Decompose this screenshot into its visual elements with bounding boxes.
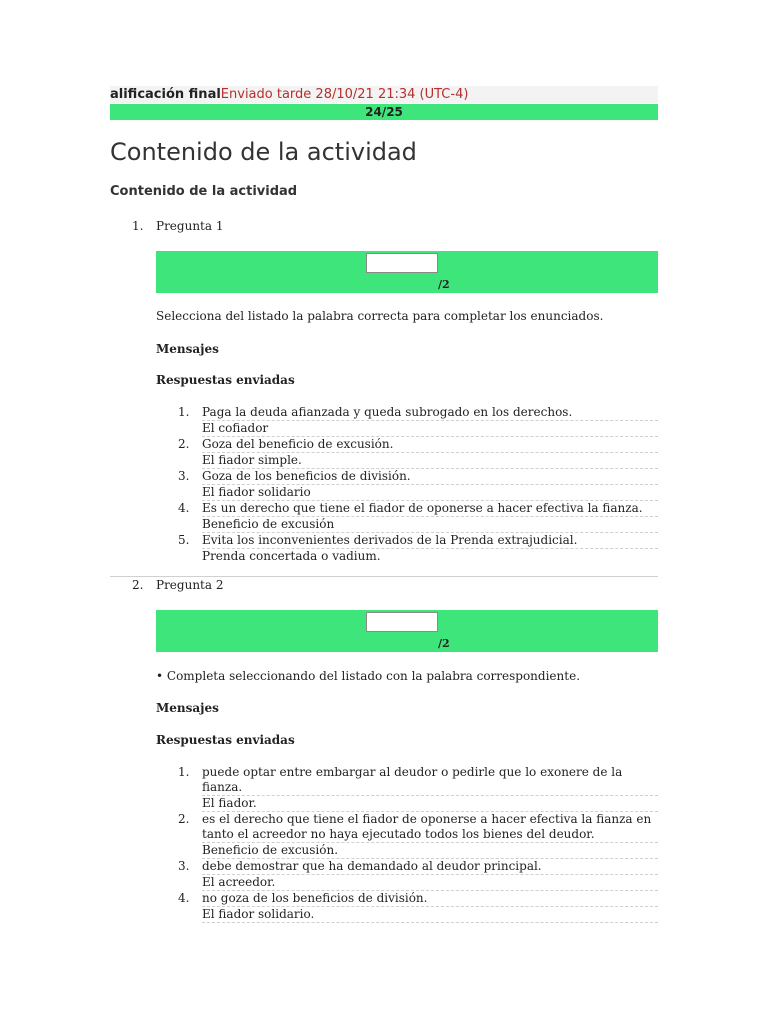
- question-number: 2.: [132, 578, 144, 592]
- answer-response: El fiador simple.: [202, 453, 658, 469]
- answers-label: Respuestas enviadas: [156, 733, 295, 747]
- answer-prompt: Paga la deuda afianzada y queda subrogado en los derechos.: [202, 405, 658, 421]
- question-instruction: Selecciona del listado la palabra correcta para completar los enunciados.: [156, 309, 604, 323]
- page-title: Contenido de la actividad: [110, 138, 417, 166]
- score-max: /2: [438, 278, 450, 291]
- question-score-bar: [156, 610, 658, 652]
- answer-index: 3.: [178, 469, 190, 483]
- answer-response: El fiador solidario.: [202, 907, 658, 923]
- question-label: Pregunta 1: [156, 219, 224, 233]
- question-score-bar: [156, 251, 658, 293]
- answer-index: 1.: [178, 405, 190, 419]
- answer-item: [178, 765, 658, 812]
- answer-item: [178, 501, 658, 533]
- answer-item: [178, 533, 658, 564]
- answer-prompt: no goza de los beneficios de división.: [202, 891, 658, 907]
- grade-label: alificación final: [110, 87, 221, 102]
- answer-response: El fiador solidario: [202, 485, 658, 501]
- answer-prompt: puede optar entre embargar al deudor o pedirle que lo exonere de la fianza.: [202, 765, 658, 796]
- final-score-bar: 24/25: [110, 104, 658, 120]
- answer-index: 1.: [178, 765, 190, 779]
- answer-response: Prenda concertada o vadium.: [202, 549, 381, 563]
- answer-prompt: Goza del beneficio de excusión.: [202, 437, 658, 453]
- submission-status: Enviado tarde 28/10/21 21:34 (UTC-4): [220, 87, 469, 102]
- answer-index: 5.: [178, 533, 190, 547]
- answer-item: [178, 812, 658, 859]
- answer-item: [178, 469, 658, 501]
- answer-item: [178, 859, 658, 891]
- answer-response: Beneficio de excusión.: [202, 843, 658, 859]
- answer-index: 2.: [178, 437, 190, 451]
- answer-list: [178, 765, 658, 923]
- answer-list: [178, 405, 658, 564]
- answer-prompt: es el derecho que tiene el fiador de oponerse a hacer efectiva la fianza en tanto el acreedor no haya ejecutado todos los bienes del deudor.: [202, 812, 658, 843]
- score-input[interactable]: [366, 253, 438, 273]
- answer-response: El acreedor.: [202, 875, 658, 891]
- answer-prompt: Es un derecho que tiene el fiador de oponerse a hacer efectiva la fianza.: [202, 501, 658, 517]
- answer-response: El cofiador: [202, 421, 658, 437]
- answer-item: [178, 891, 658, 923]
- answer-index: 2.: [178, 812, 190, 826]
- answers-label: Respuestas enviadas: [156, 373, 295, 387]
- section-title: Contenido de la actividad: [110, 184, 298, 199]
- score-max: /2: [438, 637, 450, 650]
- answer-item: [178, 405, 658, 437]
- messages-label: Mensajes: [156, 342, 219, 356]
- messages-label: Mensajes: [156, 701, 219, 715]
- grade-header: [110, 86, 658, 103]
- answer-response: El fiador.: [202, 796, 658, 812]
- answer-response: Beneficio de excusión: [202, 517, 658, 533]
- answer-prompt: Goza de los beneficios de división.: [202, 469, 658, 485]
- question-number: 1.: [132, 219, 144, 233]
- answer-prompt: debe demostrar que ha demandado al deudor principal.: [202, 859, 658, 875]
- answer-item: [178, 437, 658, 469]
- score-input[interactable]: [366, 612, 438, 632]
- answer-index: 4.: [178, 501, 190, 515]
- answer-prompt: Evita los inconvenientes derivados de la Prenda extrajudicial.: [202, 533, 658, 549]
- answer-index: 4.: [178, 891, 190, 905]
- question-divider: [110, 576, 658, 577]
- question-instruction: • Completa seleccionando del listado con la palabra correspondiente.: [156, 669, 581, 683]
- answer-index: 3.: [178, 859, 190, 873]
- question-label: Pregunta 2: [156, 578, 224, 592]
